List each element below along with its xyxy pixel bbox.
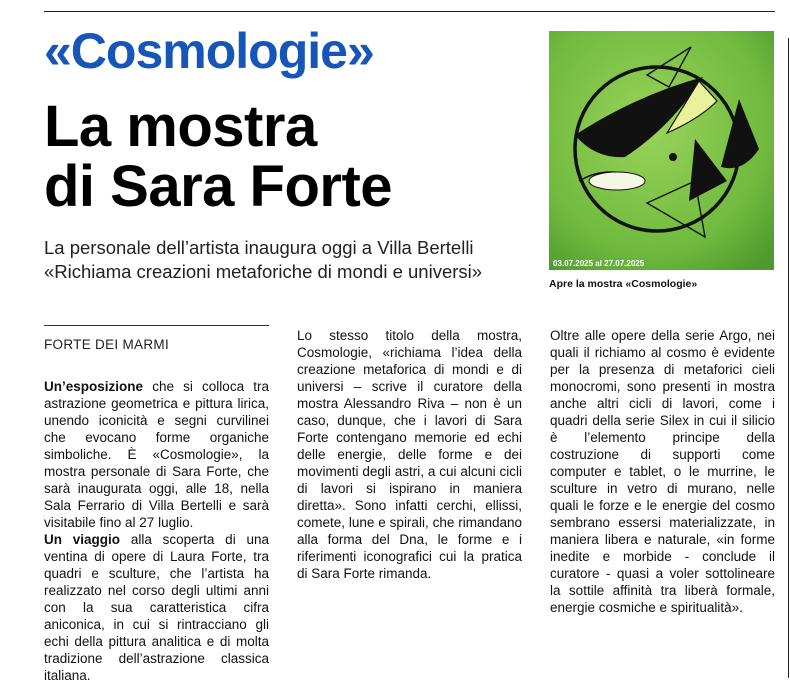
paragraph-1 [44, 378, 269, 531]
subheadline [44, 236, 482, 284]
paragraph-2 [44, 531, 269, 684]
article-column-1 [44, 378, 269, 684]
paragraph-2-lead: Un viaggio [44, 532, 121, 547]
headline-line-1: La mostra [44, 94, 317, 159]
location-rule [44, 325, 269, 326]
article-column-3 [550, 327, 775, 616]
artwork-photo [549, 31, 774, 270]
artwork-date-overlay: 03.07.2025 al 27.07.2025 [553, 259, 645, 268]
subheadline-line-2: «Richiama creazioni metaforiche di mondi e universi» [44, 261, 483, 282]
top-rule [44, 11, 775, 12]
photo-caption: Apre la mostra «Cosmologie» [549, 278, 698, 290]
subheadline-line-1: La personale dell’artista inaugura oggi a Villa Bertelli [44, 237, 474, 258]
paragraph-3: Lo stesso titolo della mostra, Cosmologie, «richiama l’idea della creazione metaforica di mondi e di universi – scrive il curatore della mostra Alessandro Riva – non è un caso, dunque, che i lavori di Sara Forte contengano memorie ed echi delle energie, delle forme e dei movimenti degli astri, a cui alcuni cicli di lavori si ispirano in maniera diretta». Sono infatti cerchi, ellissi, comete, lune e spirali, che rimandano alla forma del Dna, le forme e i riferimenti iconografici cui la pratica di Sara Forte rimanda. [297, 328, 522, 581]
article-column-2 [297, 327, 522, 582]
headline [44, 94, 393, 219]
paragraph-1-lead: Un’esposizione [44, 379, 144, 394]
dateline: FORTE DEI MARMI [44, 337, 170, 352]
paragraph-4: Oltre alle opere della serie Argo, nei quali il richiamo al cosmo è evidente per la presenza di metaforici cieli monocromi, sono presenti in mostra anche altri cicli di lavori, come i quadri della serie Silex in cui il silicio è l’elemento principe della costruzione di supporti come computer e tablet, o le murrine, le sculture in vetro di murano, nelle quali le forze e le energie del cosmo sembrano essersi materializzate, in maniera libera e naturale, «in forme inedite e morbide - conclude il curatore - quasi a voler sottolineare la sottile affinità tra liberà formale, energie cosmiche e spiritualità». [550, 328, 775, 615]
artwork-dot [669, 153, 677, 161]
paragraph-2-text: alla scoperta di una ventina di opere di Laura Forte, tra quadri e sculture, che l’artista ha realizzato nel corso degli ultimi anni con la sua caratteristica cifra aniconica, in cui si rintracciano gli echi della pittura analitica e di molta tradizione dell’astrazione classica italiana. [44, 532, 269, 683]
paragraph-1-text: che si colloca tra astrazione geometrica e pittura lirica, unendo iconicità e segni curvilinei che evocano forme organiche simboliche. È «Cosmologie», la mostra personale di Sara Forte, che sarà inaugurata oggi, alle 18, nella Sala Ferrario di Villa Bertelli e sarà visitabile fino al 27 luglio. [44, 379, 269, 530]
headline-line-2: di Sara Forte [44, 154, 393, 219]
column-rule [788, 38, 789, 678]
kicker: «Cosmologie» [44, 23, 374, 79]
artwork-white-shape [589, 172, 645, 190]
